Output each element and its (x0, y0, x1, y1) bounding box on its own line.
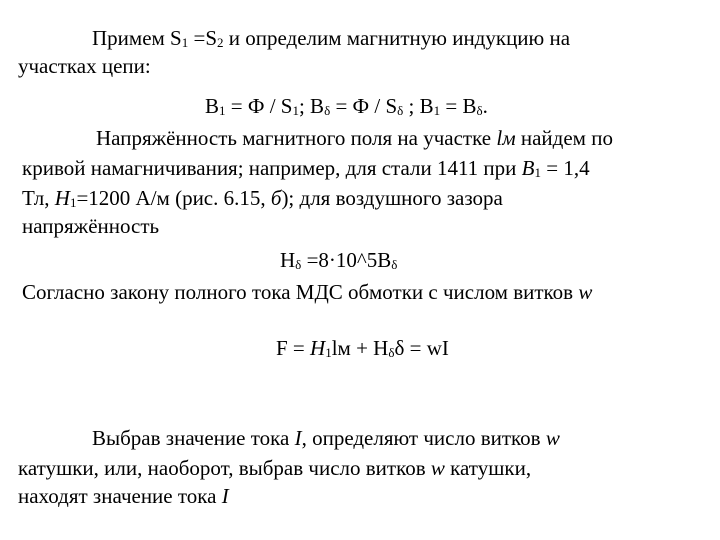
subscript: 2 (217, 35, 224, 50)
formula-mmf: F = H1lм + Hδδ = wI (276, 336, 449, 360)
subscript: 1 (181, 35, 189, 50)
paragraph-1-line-2: участках цепи: (18, 54, 151, 78)
paragraph-2-line-1: Напряжённость магнитного поля на участке lм найдем по (96, 126, 613, 150)
paragraph-3: Согласно закону полного тока МДС обмотки с числом витков w (22, 280, 593, 304)
paragraph-4-line-2: катушки, или, наоборот, выбрав число витков w катушки, (18, 456, 532, 480)
formula-induction: B1 = Ф / S1; Bδ = Ф / Sδ ; B1 = Bδ. (205, 94, 488, 118)
paragraph-2-line-2: кривой намагничивания; например, для стали 1411 при B1 = 1,4 (22, 156, 590, 180)
paragraph-2-line-4: напряжённость (22, 214, 160, 238)
paragraph-1-line-1: Примем S1 =S2 и определим магнитную индукцию на (92, 26, 571, 50)
formula-gap-intensity: Hδ =8·10^5Bδ (280, 248, 398, 272)
paragraph-4-line-3: находят значение тока I (18, 484, 229, 508)
paragraph-4-line-1: Выбрав значение тока I, определяют число витков w (92, 426, 560, 450)
paragraph-2-line-3: Тл, H1=1200 А/м (рис. 6.15, б); для воздушного зазора (22, 186, 503, 210)
